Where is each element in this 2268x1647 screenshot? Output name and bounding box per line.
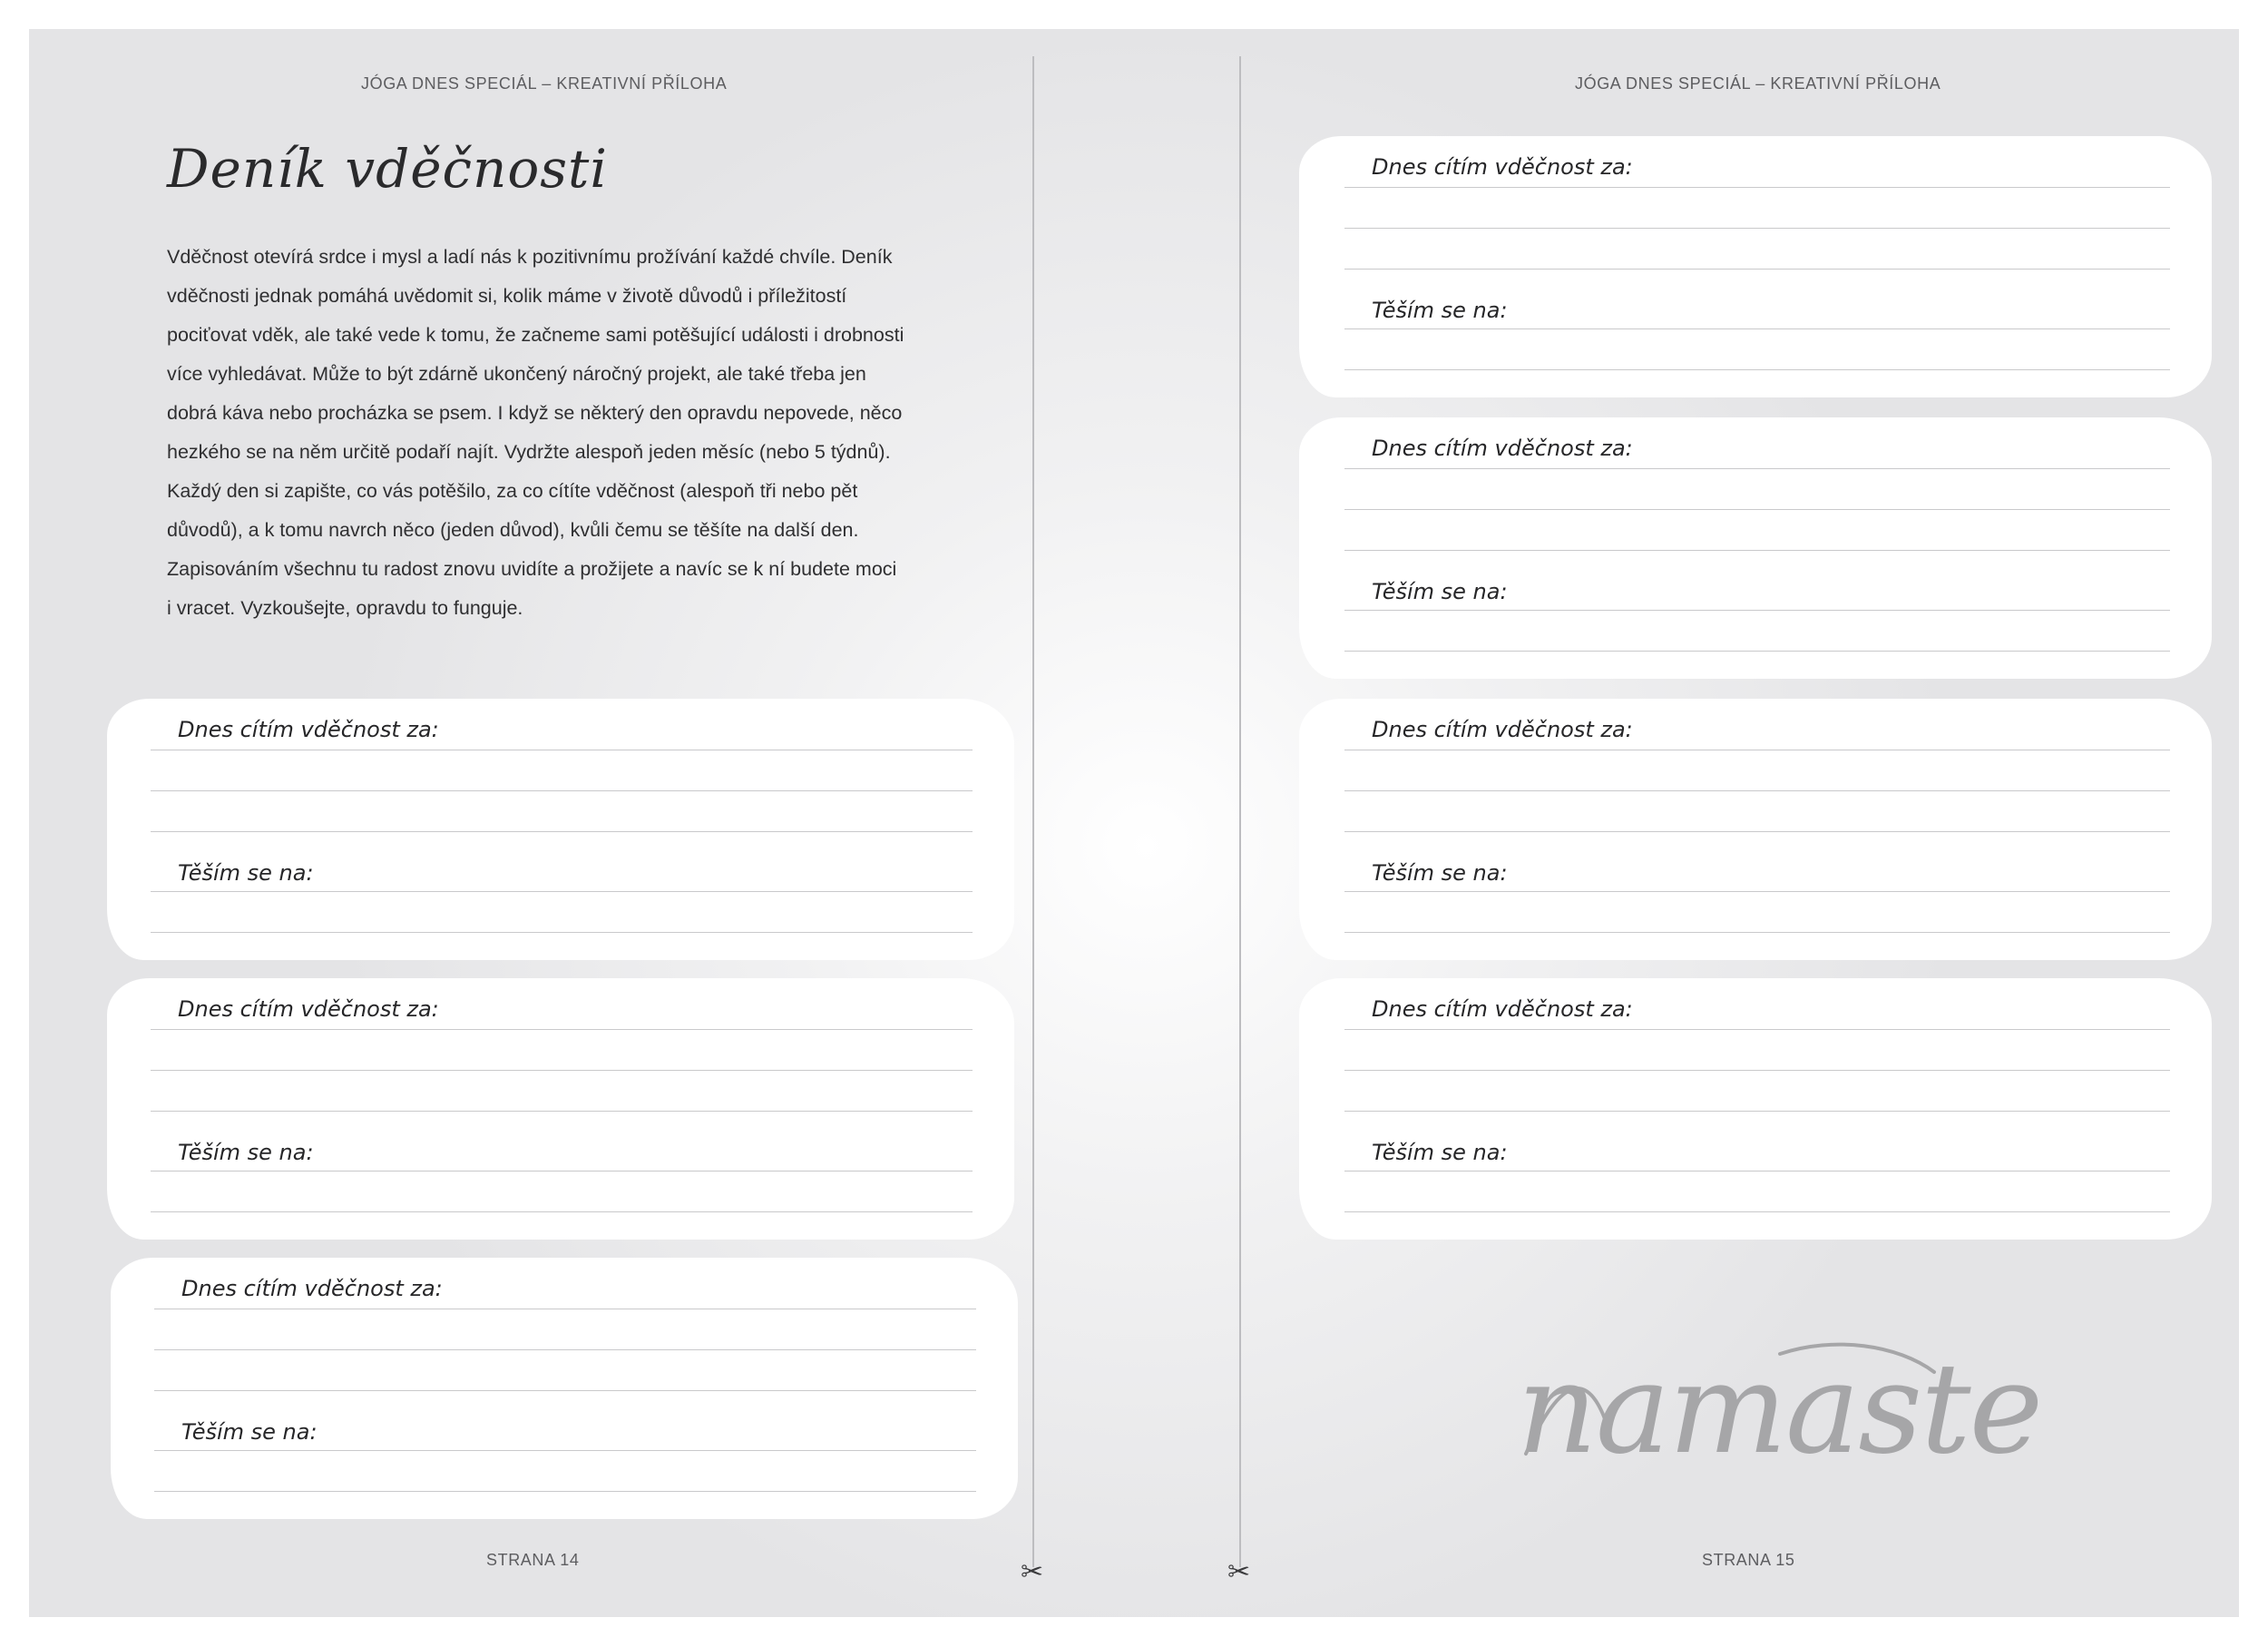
grateful-line[interactable] xyxy=(151,1111,973,1112)
journal-card xyxy=(111,1258,1018,1519)
intro-line: důvodů), a k tomu navrch něco (jeden důvod), kvůli čemu se těšíte na další den. xyxy=(167,519,859,541)
intro-line: i vracet. Vyzkoušejte, opravdu to funguje. xyxy=(167,597,523,619)
intro-line: Zapisováním všechnu tu radost znovu uvidíte a prožijete a navíc se k ní budete moci xyxy=(167,558,897,580)
looking-forward-line[interactable] xyxy=(151,1211,973,1212)
grateful-line[interactable] xyxy=(154,1349,976,1350)
grateful-line[interactable] xyxy=(1344,269,2170,270)
magazine-spread xyxy=(29,29,2239,1617)
namaste-lettering: namaste xyxy=(1517,1336,2042,1482)
intro-line: dobrá káva nebo procházka se psem. I když se některý den opravdu nepovede, něco xyxy=(167,402,903,424)
looking-forward-line[interactable] xyxy=(154,1491,976,1492)
grateful-line[interactable] xyxy=(1344,468,2170,469)
looking-forward-prompt: Těším se na: xyxy=(178,860,314,886)
looking-forward-prompt: Těším se na: xyxy=(1372,1140,1508,1165)
journal-card xyxy=(1299,699,2212,960)
looking-forward-prompt: Těším se na: xyxy=(1372,298,1508,323)
looking-forward-line[interactable] xyxy=(1344,610,2170,611)
journal-card xyxy=(1299,978,2212,1240)
looking-forward-line[interactable] xyxy=(1344,891,2170,892)
looking-forward-prompt: Těším se na: xyxy=(1372,579,1508,604)
looking-forward-prompt: Těším se na: xyxy=(181,1419,318,1445)
grateful-line[interactable] xyxy=(1344,1111,2170,1112)
looking-forward-line[interactable] xyxy=(1344,1211,2170,1212)
journal-card xyxy=(107,699,1014,960)
grateful-line[interactable] xyxy=(151,1029,973,1030)
looking-forward-line[interactable] xyxy=(1344,932,2170,933)
grateful-line[interactable] xyxy=(151,790,973,791)
intro-line: Vděčnost otevírá srdce i mysl a ladí nás k pozitivnímu prožívání každé chvíle. Deník xyxy=(167,246,893,268)
grateful-prompt: Dnes cítím vděčnost za: xyxy=(1372,717,1633,742)
looking-forward-line[interactable] xyxy=(1344,651,2170,652)
grateful-line[interactable] xyxy=(1344,187,2170,188)
page-number-left: STRANA 14 xyxy=(486,1551,580,1569)
grateful-line[interactable] xyxy=(151,831,973,832)
scissors-icon: ✂ xyxy=(1021,1556,1044,1588)
grateful-line[interactable] xyxy=(151,1070,973,1071)
intro-line: více vyhledávat. Může to být zdárně ukončený náročný projekt, ale také třeba jen xyxy=(167,363,866,385)
grateful-prompt: Dnes cítím vděčnost za: xyxy=(178,717,439,742)
page-number-right: STRANA 15 xyxy=(1702,1551,1795,1569)
looking-forward-prompt: Těším se na: xyxy=(1372,860,1508,886)
looking-forward-line[interactable] xyxy=(1344,1171,2170,1172)
grateful-prompt: Dnes cítím vděčnost za: xyxy=(178,996,439,1022)
journal-card xyxy=(1299,417,2212,679)
intro-text xyxy=(167,238,961,628)
running-header-right: JÓGA DNES SPECIÁL – KREATIVNÍ PŘÍLOHA xyxy=(1575,74,1941,93)
running-header-left: JÓGA DNES SPECIÁL – KREATIVNÍ PŘÍLOHA xyxy=(361,74,728,93)
looking-forward-line[interactable] xyxy=(1344,328,2170,329)
grateful-line[interactable] xyxy=(1344,790,2170,791)
looking-forward-prompt: Těším se na: xyxy=(178,1140,314,1165)
grateful-line[interactable] xyxy=(1344,509,2170,510)
grateful-line[interactable] xyxy=(1344,1070,2170,1071)
looking-forward-line[interactable] xyxy=(151,1171,973,1172)
grateful-line[interactable] xyxy=(1344,831,2170,832)
looking-forward-line[interactable] xyxy=(151,891,973,892)
grateful-prompt: Dnes cítím vděčnost za: xyxy=(1372,154,1633,180)
journal-card xyxy=(107,978,1014,1240)
looking-forward-line[interactable] xyxy=(154,1450,976,1451)
intro-line: Každý den si zapište, co vás potěšilo, za co cítíte vděčnost (alespoň tři nebo pět xyxy=(167,480,858,502)
looking-forward-line[interactable] xyxy=(1344,369,2170,370)
journal-card xyxy=(1299,136,2212,397)
intro-line: pociťovat vděk, ale také vede k tomu, že začneme sami potěšující události i drobnosti xyxy=(167,324,904,346)
looking-forward-line[interactable] xyxy=(151,932,973,933)
intro-line: hezkého se na něm určitě podaří najít. Vydržte alespoň jeden měsíc (nebo 5 týdnů). xyxy=(167,441,891,463)
grateful-line[interactable] xyxy=(1344,1029,2170,1030)
grateful-line[interactable] xyxy=(154,1390,976,1391)
grateful-prompt: Dnes cítím vděčnost za: xyxy=(1372,996,1633,1022)
cut-line-left xyxy=(1032,56,1034,1567)
grateful-line[interactable] xyxy=(1344,228,2170,229)
cut-line-right xyxy=(1239,56,1241,1567)
page-title: Deník vděčnosti xyxy=(167,138,608,200)
grateful-prompt: Dnes cítím vděčnost za: xyxy=(1372,436,1633,461)
grateful-line[interactable] xyxy=(1344,550,2170,551)
intro-line: vděčnosti jednak pomáhá uvědomit si, kolik máme v životě důvodů i příležitostí xyxy=(167,285,847,307)
page-14 xyxy=(29,29,1063,1617)
scissors-icon: ✂ xyxy=(1227,1556,1251,1588)
grateful-prompt: Dnes cítím vděčnost za: xyxy=(181,1276,443,1301)
